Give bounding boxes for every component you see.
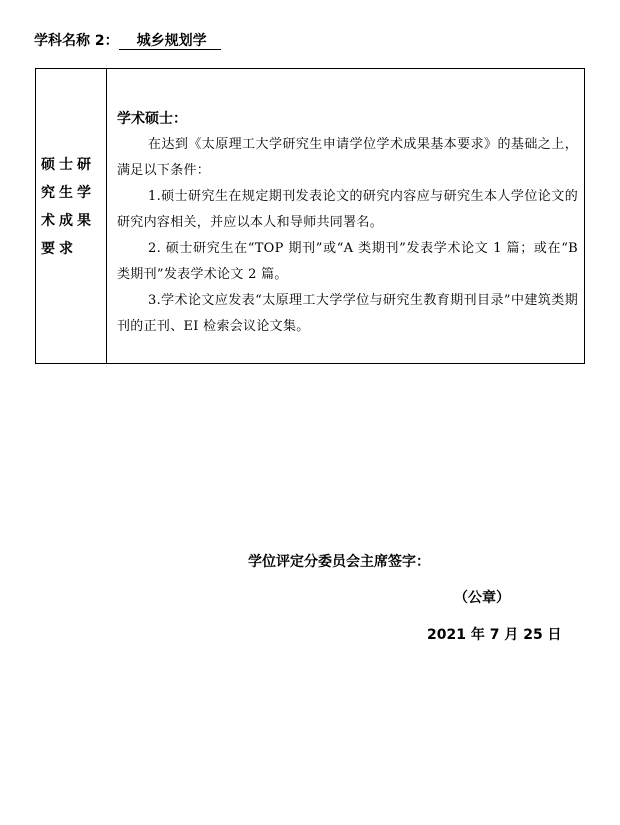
requirement-item-3: 3.学术论文应发表“太原理工大学学位与研究生教育期刊目录”中建筑类期刊的正刊、EI 检索会议论文集。 xyxy=(117,293,578,334)
row-label-cell xyxy=(36,69,107,363)
date-text: 2021 年 7 月 25 日 xyxy=(427,627,562,643)
requirement-item-1: 1.硕士研究生在规定期刊发表论文的研究内容应与研究生本人学位论文的研究内容相关，并应以本人和导师共同署名。 xyxy=(117,189,578,230)
intro-paragraph: 在达到《太原理工大学研究生申请学位学术成果基本要求》的基础之上，满足以下条件： xyxy=(117,137,578,178)
signature-label: 学位评定分委员会主席签字： xyxy=(248,554,430,570)
row-label: 硕士研究生学术成果要求 xyxy=(41,157,95,257)
subject-name: 城乡规划学 xyxy=(119,33,221,50)
content-heading: 学术硕士： xyxy=(117,111,187,127)
requirements-content xyxy=(107,69,584,363)
subject-label: 学科名称 2： xyxy=(34,33,119,49)
requirement-item-2: 2. 硕士研究生在“TOP 期刊”或“A 类期刊”发表学术论文 1 篇；或在“B 类期刊”发表学术论文 2 篇。 xyxy=(117,241,578,282)
requirements-table xyxy=(35,68,585,364)
seal-text: （公章） xyxy=(454,590,510,606)
subject-line xyxy=(34,30,221,50)
